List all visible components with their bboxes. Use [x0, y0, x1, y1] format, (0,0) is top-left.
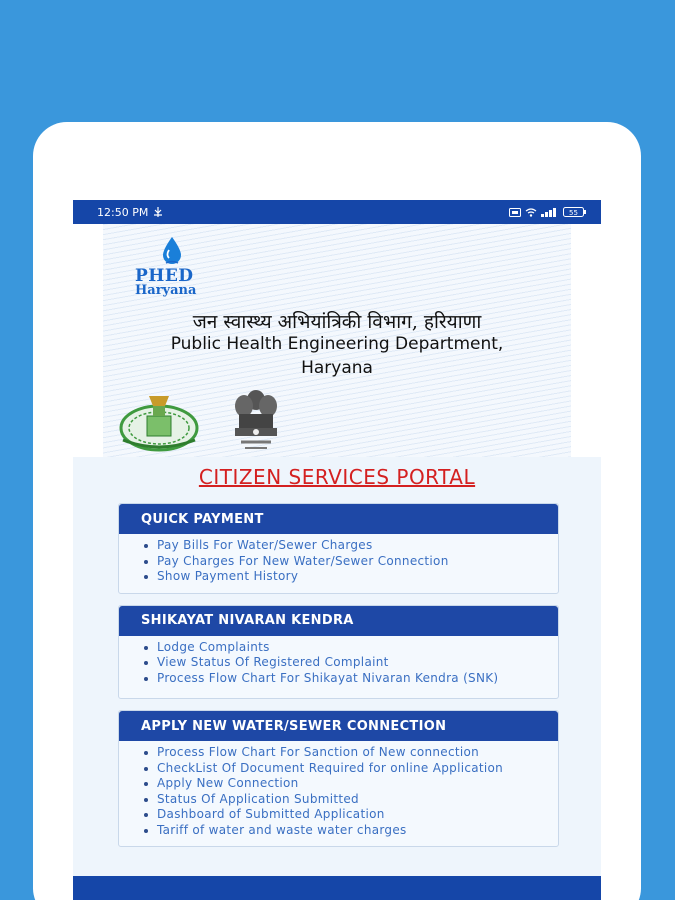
link-tariff[interactable]: Tariff of water and waste water charges: [157, 823, 546, 839]
usb-icon: [152, 207, 164, 217]
link-snk-flow-chart[interactable]: Process Flow Chart For Shikayat Nivaran Kendra (SNK): [157, 671, 546, 687]
link-complaint-status[interactable]: View Status Of Registered Complaint: [157, 655, 546, 671]
haryana-emblem-icon: [117, 388, 201, 452]
department-header: [103, 224, 571, 457]
wifi-icon: [525, 208, 537, 217]
link-apply-new-connection[interactable]: Apply New Connection: [157, 776, 546, 792]
quick-payment-card: [118, 503, 559, 594]
link-pay-bills[interactable]: Pay Bills For Water/Sewer Charges: [157, 538, 546, 554]
bottom-navigation-bar: [73, 876, 601, 900]
phed-logo: [133, 236, 223, 296]
battery-level: 55: [569, 208, 578, 217]
card-heading: QUICK PAYMENT: [119, 504, 558, 534]
link-application-status[interactable]: Status Of Application Submitted: [157, 792, 546, 808]
signal-icon: [541, 208, 559, 217]
link-document-checklist[interactable]: CheckList Of Document Required for online Application: [157, 761, 546, 777]
logo-text-haryana: Haryana: [135, 283, 197, 298]
hindi-department-title: जन स्वास्थ्य अभियांत्रिकी विभाग, हरियाणा: [192, 311, 482, 333]
national-emblem-icon: [227, 386, 285, 452]
sim-icon: [509, 208, 521, 217]
status-time: 12:50 PM: [97, 205, 149, 219]
shikayat-nivaran-card: [118, 605, 559, 700]
citizen-portal: [73, 457, 601, 900]
status-bar: [73, 200, 601, 224]
english-title-line1: Public Health Engineering Department,: [170, 334, 504, 354]
water-drop-icon: [161, 236, 183, 266]
phone-screen: [73, 200, 601, 900]
link-payment-history[interactable]: Show Payment History: [157, 569, 546, 585]
portal-title[interactable]: CITIZEN SERVICES PORTAL: [198, 465, 476, 489]
card-heading: APPLY NEW WATER/SEWER CONNECTION: [119, 711, 558, 741]
link-sanction-flow-chart[interactable]: Process Flow Chart For Sanction of New connection: [157, 745, 546, 761]
link-lodge-complaints[interactable]: Lodge Complaints: [157, 640, 546, 656]
logo-text-phed: PHED: [135, 266, 194, 286]
link-application-dashboard[interactable]: Dashboard of Submitted Application: [157, 807, 546, 823]
battery-icon: [563, 207, 587, 217]
new-connection-card: [118, 710, 559, 847]
english-department-title: [103, 332, 571, 380]
card-heading: SHIKAYAT NIVARAN KENDRA: [119, 606, 558, 636]
english-title-line2: Haryana: [301, 358, 373, 378]
link-pay-new-connection-charges[interactable]: Pay Charges For New Water/Sewer Connection: [157, 554, 546, 570]
